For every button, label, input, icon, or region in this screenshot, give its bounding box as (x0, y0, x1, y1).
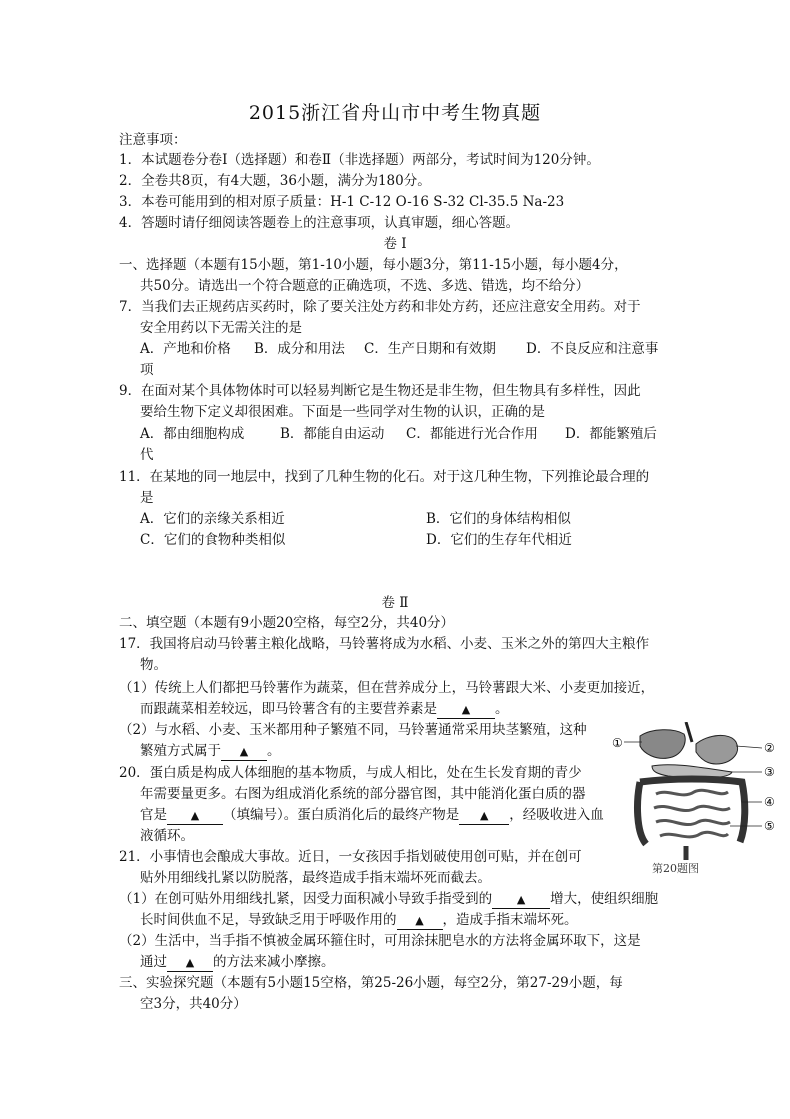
text-fragment: 增大，使组织细胞 (550, 891, 659, 907)
question-20-cont: 年需要量更多。右图为组成消化系统的部分器官图，其中能消化蛋白质的器 (140, 786, 586, 802)
question-17: 17．我国将启动马铃薯主粮化战略，马铃薯将成为水稻、小麦、玉米之外的第四大主粮作 (119, 636, 650, 652)
option-d: D．都能繁殖后 (565, 426, 657, 442)
notice-heading: 注意事项： (119, 132, 187, 148)
section1-heading-cont: 共50分。请选出一个符合题意的正确选项，不选、多选、错选，均不给分） (140, 278, 590, 294)
notice-item: 2．全卷共8页，有4大题，36小题，满分为180分。 (119, 173, 431, 189)
option-c: C．都能进行光合作用 (406, 426, 538, 442)
question-17-part2: （2）与水稻、小麦、玉米都用种子繁殖不同，马铃薯通常采用块茎繁殖，这种 (119, 722, 587, 738)
section3-heading-cont: 空3分，共40分） (140, 996, 247, 1012)
text-fragment: （1）在创可贴外用细线扎紧，因受力面积减小导致手指受到的 (119, 891, 493, 907)
text-fragment: 官是 (140, 807, 167, 823)
question-17-part1: （1）传统上人们都把马铃薯作为蔬菜，但在营养成分上，马铃薯跟大米、小麦更加接近， (119, 680, 655, 696)
text-fragment: 通过 (140, 954, 167, 970)
figure-label: ② (764, 741, 775, 755)
answer-blank: ▲ (221, 744, 267, 761)
question-9-cont: 要给生物下定义却很困难。下面是一些同学对生物的认识，正确的是 (140, 404, 545, 420)
digestive-organs-illustration (612, 722, 782, 862)
question-11-cont: 是 (140, 490, 154, 506)
answer-blank: ▲ (492, 892, 550, 909)
option-a: A．产地和价格 (140, 341, 231, 357)
question-21: 21．小事情也会酿成大事故。近日，一女孩因手指划破使用创可贴，并在创可 (119, 849, 582, 865)
page-title: 2015浙江省舟山市中考生物真题 (248, 102, 542, 124)
text-fragment: ，造成手指末端坏死。 (442, 912, 578, 928)
text-fragment: 。 (267, 743, 281, 759)
answer-blank: ▲ (167, 808, 223, 825)
option-c: C．生产日期和有效期 (364, 341, 496, 357)
figure-label: ④ (764, 795, 775, 809)
figure-label: ① (612, 736, 623, 750)
digestive-system-figure (612, 722, 782, 880)
volume1-label: 卷 Ⅰ (383, 236, 407, 252)
question-21-part1 (119, 889, 658, 909)
question-21-cont: 贴外用细线扎紧以防脱落，最终造成手指末端坏死而截去。 (140, 870, 491, 886)
notice-item: 1．本试题卷分卷Ⅰ（选择题）和卷Ⅱ（非选择题）两部分，考试时间为120分钟。 (119, 152, 600, 168)
question-21-part1-cont (140, 910, 578, 930)
option-a: A．都由细胞构成 (140, 426, 245, 442)
option-b: B．成分和用法 (254, 341, 345, 357)
answer-blank: ▲ (459, 808, 509, 825)
question-21-part2-cont (140, 952, 335, 972)
question-7-cont: 安全用药以下无需关注的是 (140, 320, 302, 336)
option-d: D．它们的生存年代相近 (426, 532, 572, 548)
text-fragment: （填编号）。蛋白质消化后的最终产物是 (223, 807, 460, 823)
option-d-cont: 项 (140, 362, 154, 378)
option-d: D．不良反应和注意事 (526, 341, 659, 357)
figure-caption: 第20题图 (652, 862, 699, 875)
question-17-part1-cont (140, 699, 509, 719)
question-7: 7．当我们去正规药店买药时，除了要关注处方药和非处方药，还应注意安全用药。对于 (119, 299, 641, 315)
text-fragment: ，经吸收进入血 (509, 807, 604, 823)
section3-heading: 三、实验探究题（本题有5小题15空格，第25-26小题，每空2分，第27-29小题，每 (119, 975, 623, 991)
text-fragment: 而跟蔬菜相差较远，即马铃薯含有的主要营养素是 (140, 701, 437, 717)
answer-blank: ▲ (437, 702, 495, 719)
option-b: B．它们的身体结构相似 (426, 511, 571, 527)
section2-heading: 二、填空题（本题有9小题20空格，每空2分，共40分） (119, 615, 455, 631)
question-17-cont: 物。 (140, 657, 167, 673)
question-9: 9．在面对某个具体物体时可以轻易判断它是生物还是非生物，但生物具有多样性，因此 (119, 383, 641, 399)
option-b: B．都能自由运动 (280, 426, 385, 442)
notice-item: 3．本卷可能用到的相对原子质量：H-1 C-12 O-16 S-32 Cl-35.5 Na-23 (119, 194, 565, 210)
question-17-part2-cont (140, 741, 281, 761)
section1-heading: 一、选择题（本题有15小题，第1-10小题，每小题3分，第11-15小题，每小题4分， (119, 257, 628, 273)
question-20-cont (140, 805, 604, 825)
text-fragment: 繁殖方式属于 (140, 743, 221, 759)
option-c: C．它们的食物种类相似 (140, 532, 286, 548)
figure-label: ③ (764, 765, 775, 779)
option-d-cont: 代 (140, 447, 154, 463)
option-a: A．它们的亲缘关系相近 (140, 511, 285, 527)
question-21-part2: （2）生活中，当手指不慎被金属环箍住时，可用涂抹肥皂水的方法将金属环取下，这是 (119, 933, 641, 949)
answer-blank: ▲ (397, 913, 443, 930)
notice-item: 4．答题时请仔细阅读答题卷上的注意事项，认真审题，细心答题。 (119, 215, 520, 231)
question-20: 20．蛋白质是构成人体细胞的基本物质，与成人相比，处在生长发育期的青少 (119, 765, 582, 781)
text-fragment: 的方法来减小摩擦。 (213, 954, 335, 970)
answer-blank: ▲ (167, 955, 213, 972)
question-20-cont: 液循环。 (140, 828, 194, 844)
figure-label: ⑤ (764, 819, 775, 833)
volume2-label: 卷 Ⅱ (381, 595, 409, 611)
question-11: 11．在某地的同一地层中，找到了几种生物的化石。对于这几种生物，下列推论最合理的 (119, 469, 650, 485)
text-fragment: 长时间供血不足，导致缺乏用于呼吸作用的 (140, 912, 397, 928)
text-fragment: 。 (495, 701, 509, 717)
